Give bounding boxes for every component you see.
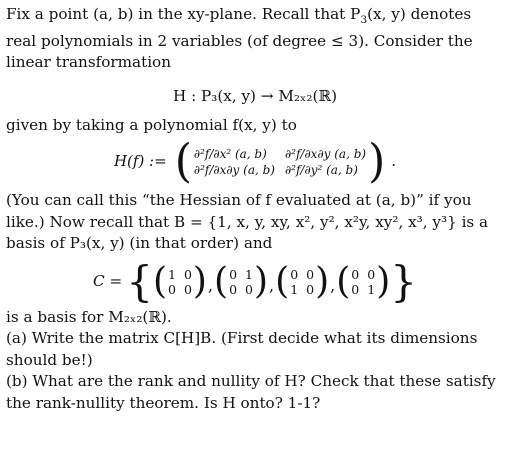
left-paren: (	[174, 134, 192, 189]
matrix-4-left-paren: (	[336, 260, 351, 302]
matrix-entry: 0	[183, 281, 192, 297]
matrix-entry: 0	[229, 281, 238, 297]
basis-c-display	[6, 256, 504, 306]
hessian-entry-yx: ∂²f/∂x∂y (a, b)	[193, 163, 275, 178]
matrix-entry: 1	[290, 281, 299, 297]
matrix-entry: 0	[367, 266, 376, 282]
part-a: (a) Write the matrix C[H]B. (First decide what its dimensions should be!)	[6, 329, 478, 369]
intro-paragraph	[6, 4, 504, 74]
hessian-note-paragraph: (You can call this “the Hessian of f evaluated at (a, b)” if you like.) Now recall that B = {1, x, y, xy, x², y², x²y, xy², x³, y³} is a basis of P₃(x, y) (in that order) and	[6, 191, 489, 253]
given-line: given by taking a polynomial f(x, y) to	[6, 115, 297, 134]
matrix-entry: 0	[229, 266, 238, 282]
matrix-2-right-paren: )	[254, 260, 269, 302]
left-brace: {	[126, 256, 153, 306]
matrix-entry: 0	[290, 266, 299, 282]
part-b: (b) What are the rank and nullity of H? Check that these satisfy the rank-nullity theorem. Is H onto? 1-1?	[6, 372, 496, 412]
matrix-entry: 0	[245, 281, 253, 297]
intro-text-end: (x, y) denotes real polynomials in 2 variables (of degree ≤ 3). Consider the linear transformation	[6, 5, 473, 72]
intro-subscript: 3	[360, 13, 368, 27]
hessian-matrix	[192, 147, 368, 177]
matrix-3-right-paren: )	[315, 260, 330, 302]
matrix-entry: 0	[351, 281, 360, 297]
comma: ,	[330, 276, 336, 296]
matrix-4-right-paren: )	[376, 260, 391, 302]
intro-text-start: Fix a point (a, b) in the xy-plane. Recall that P	[6, 5, 361, 23]
matrix-3-left-paren: (	[275, 260, 290, 302]
matrix-2-left-paren: (	[214, 260, 229, 302]
matrix-entry: 1	[245, 266, 253, 282]
hessian-definition	[6, 134, 504, 189]
basis-c-label: C =	[93, 271, 123, 290]
hessian-lhs: H(f) :=	[113, 152, 167, 171]
matrix-1-right-paren: )	[192, 260, 207, 302]
matrix-entry: 0	[168, 281, 176, 297]
hessian-period: .	[391, 152, 397, 171]
basis-matrix-2	[228, 267, 254, 297]
hessian-entry-yy: ∂²f/∂y² (a, b)	[284, 163, 358, 178]
right-brace: }	[390, 256, 417, 306]
problem-text	[6, 4, 504, 414]
matrix-entry: 0	[351, 266, 360, 282]
matrix-entry: 0	[183, 266, 192, 282]
basis-matrix-3	[289, 267, 315, 297]
basis-line: is a basis for M₂ₓ₂(ℝ).	[6, 307, 172, 326]
comma: ,	[207, 276, 214, 296]
linear-map-definition: H : P₃(x, y) → M₂ₓ₂(ℝ)	[173, 86, 337, 105]
matrix-1-left-paren: (	[152, 260, 167, 302]
right-paren: )	[368, 134, 386, 189]
matrix-entry: 1	[367, 281, 376, 297]
basis-matrix-1	[167, 267, 193, 297]
hessian-entry-xy: ∂²f/∂x∂y (a, b)	[284, 147, 367, 162]
hessian-entry-xx: ∂²f/∂x² (a, b)	[193, 147, 267, 162]
basis-matrix-4	[350, 267, 376, 297]
matrix-entry: 0	[306, 281, 315, 297]
comma: ,	[269, 276, 275, 296]
matrix-entry: 0	[306, 266, 315, 282]
matrix-entry: 1	[168, 266, 176, 282]
